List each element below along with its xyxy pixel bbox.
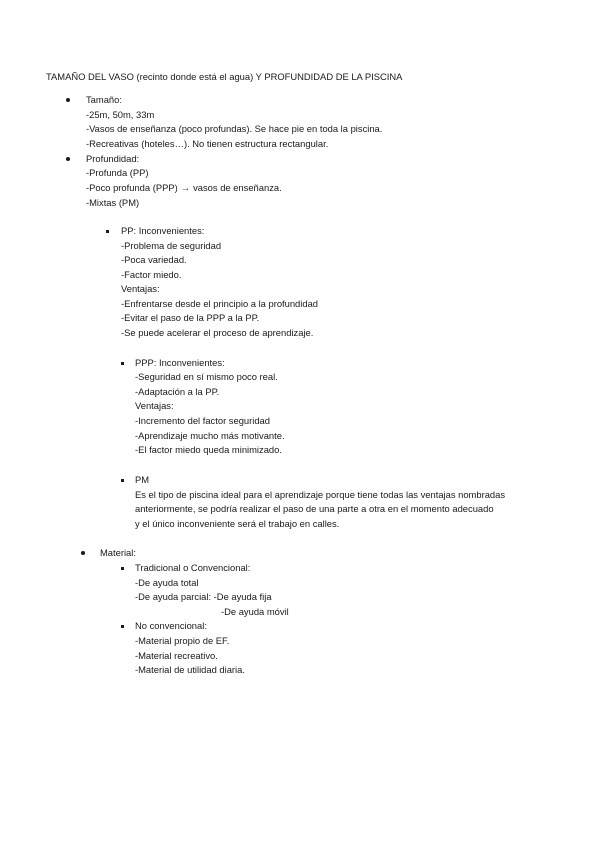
tamano-line: -Vasos de enseñanza (poco profundas). Se hace pie en toda la piscina. <box>86 123 383 134</box>
bullet-icon <box>81 551 85 555</box>
profundidad-line-text: vasos de enseñanza. <box>193 182 282 193</box>
no-convencional-line: -Material recreativo. <box>135 650 218 661</box>
tradicional-line: -De ayuda total <box>135 577 199 588</box>
ppp-line: -Adaptación a la PP. <box>135 386 220 397</box>
profundidad-line <box>86 182 282 194</box>
ppp-line: -Aprendizaje mucho más motivante. <box>135 430 285 441</box>
profundidad-line-text: -Poco profunda (PPP) <box>86 182 178 193</box>
pp-line: -Se puede acelerar el proceso de aprendizaje. <box>121 327 314 338</box>
square-bullet-icon <box>121 625 124 628</box>
pp-line: Ventajas: <box>121 283 160 294</box>
square-bullet-icon <box>121 362 124 365</box>
tamano-line: -Recreativas (hoteles…). No tienen estructura rectangular. <box>86 138 329 149</box>
pp-line: -Factor miedo. <box>121 269 182 280</box>
square-bullet-icon <box>106 230 109 233</box>
pm-line: anteriormente, se podría realizar el paso de una parte a otra en el momento adecuado <box>135 503 494 514</box>
tradicional-heading: Tradicional o Convencional: <box>135 562 251 573</box>
square-bullet-icon <box>121 567 124 570</box>
bullet-icon <box>66 157 70 161</box>
profundidad-line: -Profunda (PP) <box>86 167 149 178</box>
tamano-heading: Tamaño: <box>86 94 122 105</box>
pp-line: -Enfrentarse desde el principio a la profundidad <box>121 298 318 309</box>
ppp-line: -El factor miedo queda minimizado. <box>135 444 282 455</box>
tradicional-line: -De ayuda parcial: -De ayuda fija <box>135 591 272 602</box>
ppp-line: -Incremento del factor seguridad <box>135 415 270 426</box>
pp-line: -Problema de seguridad <box>121 240 222 251</box>
material-heading: Material: <box>100 547 136 558</box>
pp-line: -Poca variedad. <box>121 254 187 265</box>
pm-heading: PM <box>135 474 150 485</box>
page-title: TAMAÑO DEL VASO (recinto donde está el agua) Y PROFUNDIDAD DE LA PISCINA <box>46 71 403 82</box>
profundidad-line: -Mixtas (PM) <box>86 197 140 208</box>
profundidad-heading: Profundidad: <box>86 153 140 164</box>
ppp-heading: PPP: Inconvenientes: <box>135 357 225 368</box>
pm-line: Es el tipo de piscina ideal para el aprendizaje porque tiene todas las ventajas nombradas <box>135 489 506 500</box>
square-bullet-icon <box>121 479 124 482</box>
tradicional-line: -De ayuda móvil <box>221 606 289 617</box>
bullet-icon <box>66 98 70 102</box>
no-convencional-line: -Material propio de EF. <box>135 635 230 646</box>
pp-line: -Evitar el paso de la PPP a la PP. <box>121 312 260 323</box>
no-convencional-line: -Material de utilidad diaria. <box>135 664 245 675</box>
pm-line: y el único inconveniente será el trabajo en calles. <box>135 518 340 529</box>
arrow-right-icon: → <box>180 182 191 193</box>
ppp-line: -Seguridad en sí mismo poco real. <box>135 371 278 382</box>
tamano-line: -25m, 50m, 33m <box>86 109 155 120</box>
ppp-line: Ventajas: <box>135 400 174 411</box>
pp-heading: PP: Inconvenientes: <box>121 225 205 236</box>
no-convencional-heading: No convencional: <box>135 620 207 631</box>
